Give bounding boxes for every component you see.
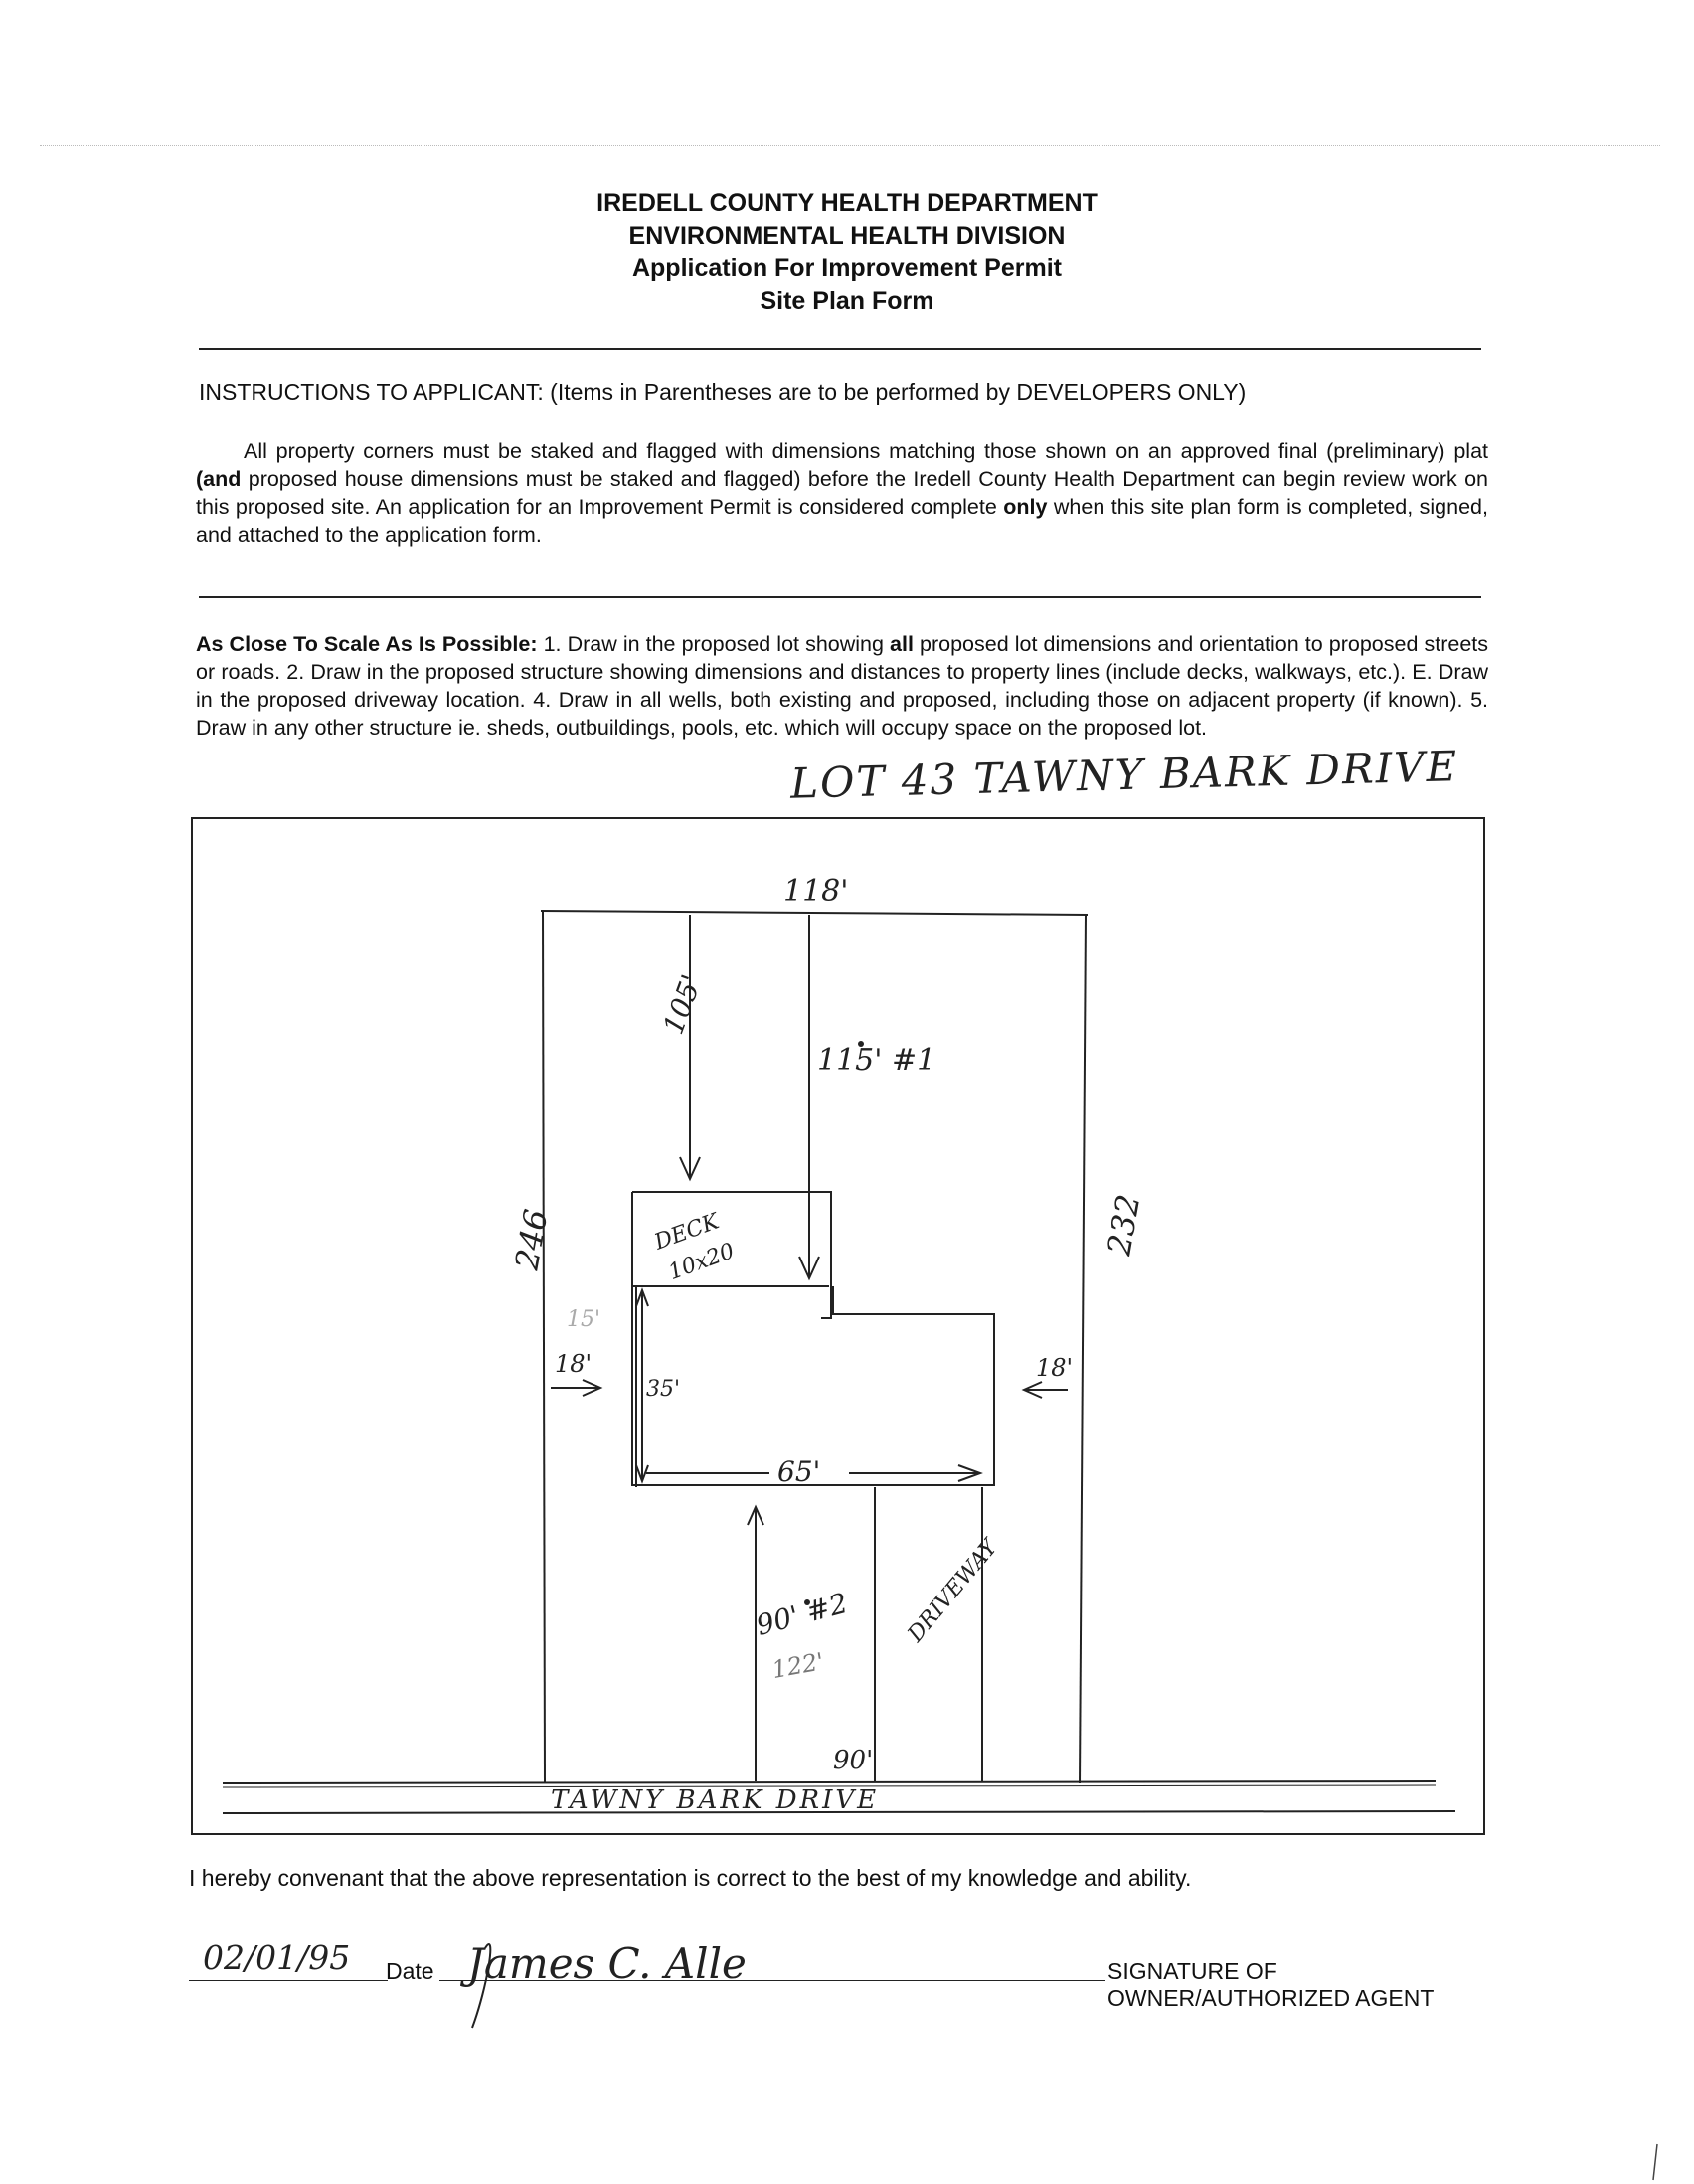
site-plan-drawing-area (191, 817, 1485, 1835)
driveway-label: DRIVEWAY (903, 1535, 1003, 1647)
owner-signature (427, 1919, 845, 2048)
scale-text-all: all (890, 632, 914, 656)
right-side-length-label: 232 (1100, 1191, 1148, 1259)
signature-line (439, 1980, 1105, 1981)
well-2-label: 90' #2 (753, 1586, 851, 1642)
well-2-alt-label: 122' (769, 1647, 826, 1684)
scale-text-2: proposed lot dimensions and orientation to proposed streets or roads. 2. Draw in the proposed structure showing dimensions and distances to property lines (include decks, walkways, etc.). E. Draw in the proposed driveway location. 4. Draw in all wells, both existing and proposed, including those on adjacent property (if known). 5. Draw in any other structure ie. sheds, outbuildings, pools, etc. which will occupy space on the proposed lot. (196, 632, 1488, 740)
scale-text-1: 1. Draw in the proposed lot showing (537, 632, 891, 656)
header-division: ENVIRONMENTAL HEALTH DIVISION (628, 222, 1066, 250)
instructions-text-2: proposed house dimensions must be staked and flagged) before the Iredell County Health Department can begin review work on this proposed site. An application for an Improvement Permit is considered complete (196, 467, 1488, 519)
signature-row (189, 1938, 1501, 2018)
form-header (0, 187, 1694, 318)
deck-label: DECK (651, 1209, 723, 1256)
instructions-divider (199, 596, 1481, 598)
lot-left-line (543, 911, 545, 1783)
bottom-width-label: 90' (833, 1746, 874, 1775)
handwritten-lot-title: LOT 43 TAWNY BARK DRIVE (789, 742, 1459, 808)
instructions-text-1: All property corners must be staked and flagged with dimensions matching those shown on an approved final (preliminary) plat (244, 439, 1488, 463)
right-setback-label: 18' (1036, 1354, 1074, 1382)
header-department: IREDELL COUNTY HEALTH DEPARTMENT (596, 189, 1098, 217)
scale-heading: As Close To Scale As Is Possible: (196, 632, 538, 656)
header-application: Application For Improvement Permit (631, 254, 1062, 282)
left-side-length-label: 246 (507, 1206, 556, 1273)
instructions-paragraph (196, 437, 1488, 549)
instructions-text-3: when this site plan form is completed, signed, and attached to the application form. (196, 495, 1488, 547)
lot-right-line (1080, 915, 1086, 1783)
left-setback-label: 18' (555, 1350, 593, 1378)
house-depth-label: 35' (646, 1377, 681, 1402)
instructions-text-only: only (1003, 495, 1048, 519)
date-line (189, 1980, 388, 1981)
deck-size-label: 10x20 (665, 1239, 739, 1285)
date-label: Date (386, 1958, 434, 1984)
house-width-label: 65' (777, 1455, 821, 1488)
date-value: 02/01/95 (203, 1938, 351, 1977)
signature-label: SIGNATURE OF OWNER/AUTHORIZED AGENT (1107, 1958, 1435, 2011)
street-name-label: TAWNY BARK DRIVE (551, 1785, 880, 1815)
scan-dotted-line (40, 145, 1660, 146)
top-width-label: 118' (783, 874, 849, 909)
header-divider (199, 348, 1481, 350)
well-1-label: 115' #1 (817, 1043, 936, 1078)
left-setback-alt-label: 15' (567, 1307, 601, 1332)
street-line-top (223, 1781, 1436, 1783)
site-plan-sketch (193, 819, 1483, 1833)
certification-statement: I hereby convenant that the above representation is correct to the best of my knowledge and ability. (189, 1865, 1192, 1891)
instructions-text-and: (and (196, 467, 242, 491)
signature-text: James C. Alle (467, 1939, 747, 1988)
lot-top-line (541, 911, 1088, 915)
scale-instructions-paragraph (196, 630, 1488, 742)
scan-artifact-mark (1645, 2142, 1665, 2182)
header-form-name: Site Plan Form (760, 287, 934, 315)
setback-105-label: 105' (656, 969, 709, 1039)
instructions-title: INSTRUCTIONS TO APPLICANT: (Items in Parentheses are to be performed by DEVELOPERS ONLY) (199, 379, 1247, 405)
